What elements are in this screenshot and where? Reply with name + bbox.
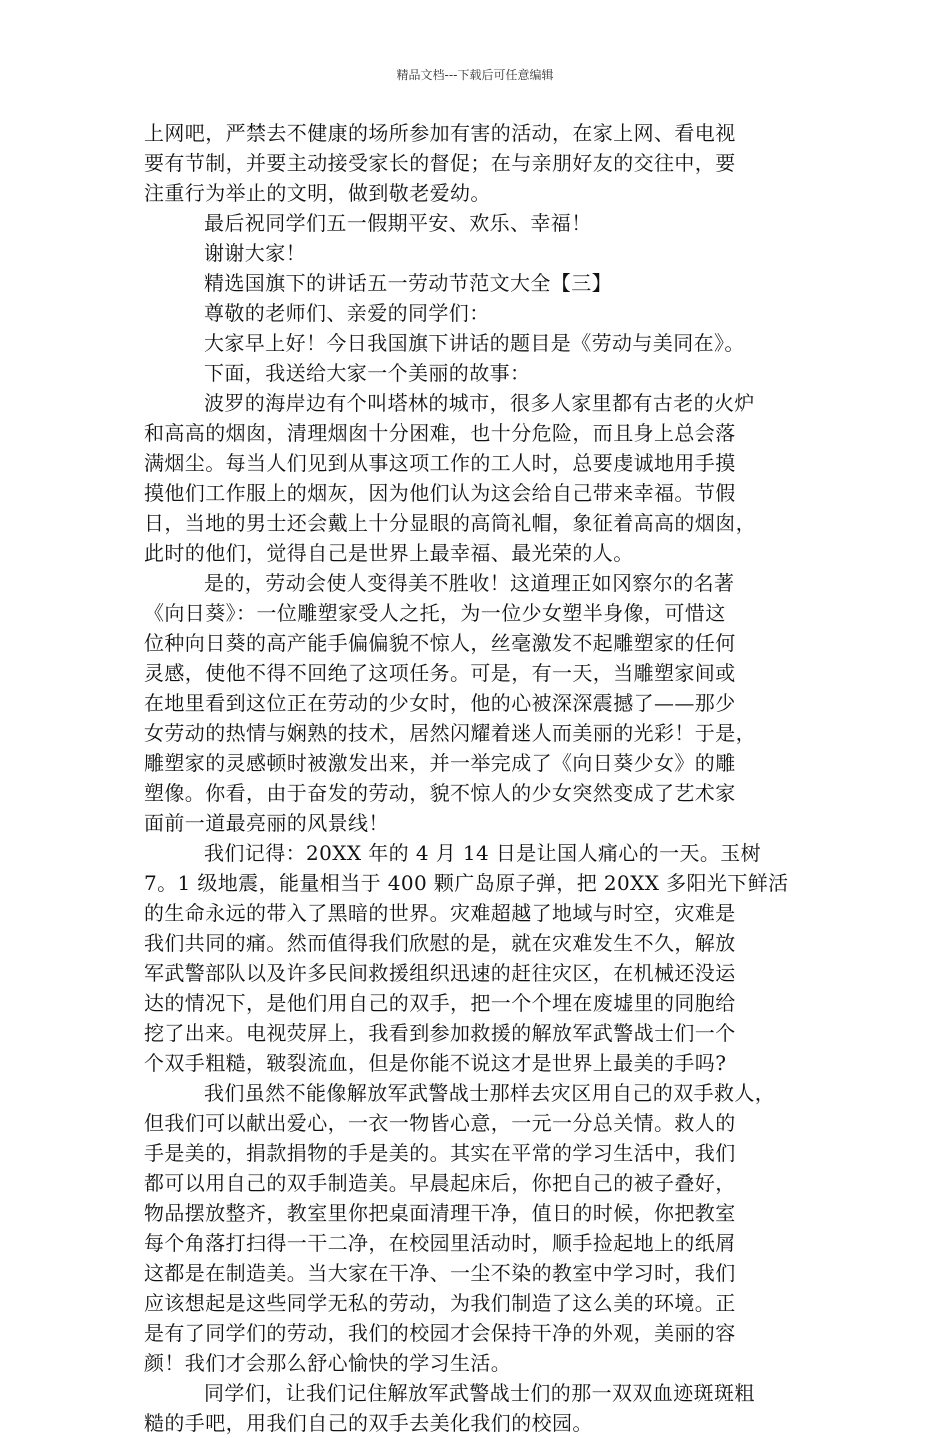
text-line: 但我们可以献出爱心，一衣一物皆心意，一元一分总关情。救人的 xyxy=(144,1111,736,1135)
text-line: 都可以用自己的双手制造美。早晨起床后，你把自己的被子叠好， xyxy=(144,1171,736,1195)
text-line: 应该想起是这些同学无私的劳动，为我们制造了这么美的环境。正 xyxy=(144,1291,736,1315)
text-line: 每个角落打扫得一干二净，在校园里活动时，顺手捡起地上的纸屑 xyxy=(144,1231,736,1255)
text-line: 《向日葵》：一位雕塑家受人之托，为一位少女塑半身像，可惜这 xyxy=(144,601,726,625)
text-line: 最后祝同学们五一假期平安、欢乐、幸福！ xyxy=(204,211,592,235)
text-line: 注重行为举止的文明，做到敬老爱幼。 xyxy=(144,181,491,205)
text-line: 此时的他们，觉得自己是世界上最幸福、最光荣的人。 xyxy=(144,541,634,565)
text-line: 雕塑家的灵感顿时被激发出来，并一举完成了《向日葵少女》的雕 xyxy=(144,751,736,775)
text-line: 要有节制，并要主动接受家长的督促；在与亲朋好友的交往中，要 xyxy=(144,151,736,175)
text-line: 是有了同学们的劳动，我们的校园才会保持干净的外观，美丽的容 xyxy=(144,1321,736,1345)
text-line: 糙的手吧，用我们自己的双手去美化我们的校园。 xyxy=(144,1411,593,1435)
text-line: 和高高的烟囱，清理烟囱十分困难，也十分危险，而且身上总会落 xyxy=(144,421,736,445)
text-line: 灵感，使他不得不回绝了这项任务。可是，有一天，当雕塑家间或 xyxy=(144,661,736,685)
text-line: 我们记得：20XX 年的 4 月 14 日是让国人痛心的一天。玉树 xyxy=(204,841,762,865)
text-line: 挖了出来。电视荧屏上，我看到参加救援的解放军武警战士们一个 xyxy=(144,1021,736,1045)
page-header: 精品文档---下载后可任意编辑 xyxy=(396,68,554,82)
text-line: 达的情况下，是他们用自己的双手，把一个个埋在废墟里的同胞给 xyxy=(144,991,736,1015)
text-line: 物品摆放整齐，教室里你把桌面清理干净，值日的时候，你把教室 xyxy=(144,1201,736,1225)
text-line: 上网吧，严禁去不健康的场所参加有害的活动，在家上网、看电视 xyxy=(144,121,736,145)
text-line: 在地里看到这位正在劳动的少女时，他的心被深深震撼了——那少 xyxy=(144,691,736,715)
text-line: 7。1 级地震，能量相当于 400 颗广岛原子弹，把 20XX 多阳光下鲜活 xyxy=(144,871,789,895)
text-line: 同学们，让我们记住解放军武警战士们的那一双双血迹斑斑粗 xyxy=(204,1381,755,1405)
text-line: 谢谢大家！ xyxy=(204,241,306,265)
text-line: 塑像。你看，由于奋发的劳动，貌不惊人的少女突然变成了艺术家 xyxy=(144,781,736,805)
document-body xyxy=(144,118,824,1438)
text-line: 位种向日葵的高产能手偏偏貌不惊人，丝毫激发不起雕塑家的任何 xyxy=(144,631,736,655)
text-line: 下面，我送给大家一个美丽的故事： xyxy=(204,361,531,385)
text-line: 个双手粗糙，皲裂流血，但是你能不说这才是世界上最美的手吗? xyxy=(144,1051,727,1075)
text-line: 颜！我们才会那么舒心愉快的学习生活。 xyxy=(144,1351,512,1375)
text-line: 是的，劳动会使人变得美不胜收！这道理正如冈察尔的名著 xyxy=(204,571,735,595)
text-line: 军武警部队以及许多民间救援组织迅速的赶往灾区，在机械还没运 xyxy=(144,961,736,985)
text-line: 我们共同的痛。然而值得我们欣慰的是，就在灾难发生不久，解放 xyxy=(144,931,736,955)
text-line: 女劳动的热情与娴熟的技术，居然闪耀着迷人而美丽的光彩！于是， xyxy=(144,721,756,745)
text-line: 波罗的海岸边有个叫塔林的城市，很多人家里都有古老的火炉 xyxy=(204,391,755,415)
text-line: 这都是在制造美。当大家在干净、一尘不染的教室中学习时，我们 xyxy=(144,1261,736,1285)
text-line: 我们虽然不能像解放军武警战士那样去灾区用自己的双手救人， xyxy=(204,1081,776,1105)
text-line: 摸他们工作服上的烟灰，因为他们认为这会给自己带来幸福。节假 xyxy=(144,481,736,505)
text-line: 精选国旗下的讲话五一劳动节范文大全【三】 xyxy=(204,271,612,295)
text-line: 大家早上好！今日我国旗下讲话的题目是《劳动与美同在》。 xyxy=(204,331,745,355)
text-line: 面前一道最亮丽的风景线！ xyxy=(144,811,389,835)
text-line: 的生命永远的带入了黑暗的世界。灾难超越了地域与时空，灾难是 xyxy=(144,901,736,925)
text-line: 满烟尘。每当人们见到从事这项工作的工人时，总要虔诚地用手摸 xyxy=(144,451,736,475)
text-line: 尊敬的老师们、亲爱的同学们： xyxy=(204,301,490,325)
text-line: 日，当地的男士还会戴上十分显眼的高筒礼帽，象征着高高的烟囱， xyxy=(144,511,756,535)
text-line: 手是美的，捐款捐物的手是美的。其实在平常的学习生活中，我们 xyxy=(144,1141,736,1165)
